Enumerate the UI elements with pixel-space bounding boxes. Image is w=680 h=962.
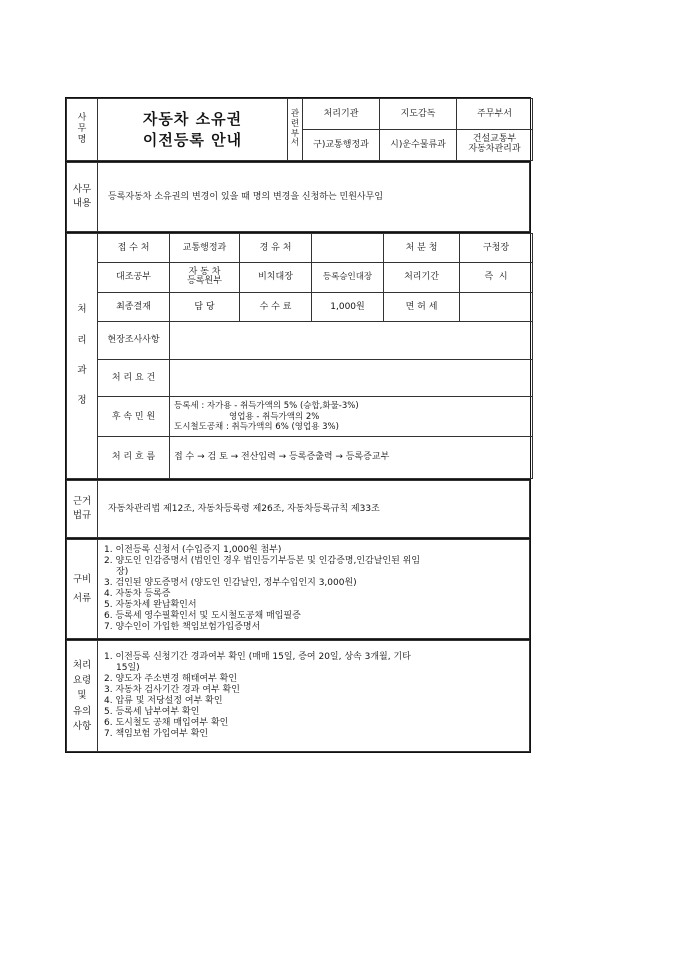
- follow-up-label: 후 속 민 원: [98, 397, 170, 437]
- follow-up-content: [170, 397, 533, 437]
- grid-cell: 등록승인대장: [312, 263, 384, 292]
- flow-content: 접 수 → 검 토 → 전산입력 → 등록증출력 → 등록증교부: [170, 437, 533, 479]
- legal-label: 근거 법규: [67, 481, 98, 538]
- procedure-item: 4. 압류 및 저당설정 여부 확인: [104, 696, 223, 706]
- procedure-item: 15일): [116, 663, 140, 674]
- document-item: 7. 양수인이 가입한 책임보험가입증명서: [104, 621, 261, 632]
- procedure-section: [65, 639, 531, 753]
- grid-cell: 담 당: [170, 292, 240, 321]
- grid-cell: 최종결재: [98, 292, 170, 321]
- grid-cell: 처리기간: [384, 263, 460, 292]
- guide-document: [65, 97, 531, 753]
- header-label: [67, 99, 98, 161]
- header-label-char: 사: [77, 112, 87, 123]
- procedure-label-line: 유의: [72, 705, 92, 717]
- grid-cell: 대조공부: [98, 263, 170, 292]
- document-item: 5. 자동차세 완납확인서: [104, 599, 197, 610]
- grid-cell: 접 수 처: [98, 234, 170, 263]
- grid-cell: 면 허 세: [384, 292, 460, 321]
- grid-cell: 수 수 료: [240, 292, 312, 321]
- procedure-item: 5. 등록세 납부여부 확인: [104, 706, 200, 717]
- affairs-content: 등록자동차 소유권의 변경이 있을 때 명의 변경을 신청하는 민원사무임: [98, 163, 530, 232]
- grid-cell: 자 동 차 등록원부: [170, 263, 240, 292]
- process-side-char: 리: [77, 334, 87, 346]
- related-char: 련: [290, 118, 300, 129]
- document-item: 4. 자동차 등록증: [104, 589, 171, 599]
- documents-list: [98, 540, 530, 639]
- requirements-value: [170, 359, 533, 397]
- grid-cell: 교통행정과: [170, 234, 240, 263]
- document-item: 3. 검인된 양도증명서 (양도인 인감날인, 정부수입인지 3,000원): [104, 578, 357, 589]
- procedure-item: 1. 이전등록 신청기간 경과여부 확인 (매매 15일, 증여 20일, 상속 3개월, 기타: [104, 652, 411, 663]
- process-side-char: 처: [77, 304, 87, 316]
- grid-cell: 비치대장: [240, 263, 312, 292]
- related-char: 관: [290, 108, 300, 119]
- dept-value-supervision: 시)운수물류과: [380, 130, 457, 161]
- follow-up-line: 도시철도공채 : 취득가액의 6% (영업용 3%): [174, 421, 339, 432]
- documents-section: [65, 538, 531, 639]
- dept-value-processing: 구)교통행정과: [303, 130, 380, 161]
- process-side-char: 과: [77, 365, 87, 376]
- procedure-item: 6. 도시철도 공채 매입여부 확인: [104, 717, 229, 728]
- grid-cell: 구청장: [460, 234, 533, 263]
- flow-label: 처 리 흐 름: [98, 437, 170, 479]
- page-title-line: 이전등록 안내: [142, 130, 243, 149]
- follow-up-line: 영업용 - 취득가액의 2%: [229, 411, 320, 422]
- procedure-list: [98, 641, 530, 752]
- procedure-item: 2. 양도자 주소변경 해태여부 확인: [104, 674, 238, 685]
- document-item: 1. 이전등록 신청서 (수입증지 1,000원 첨부): [104, 545, 282, 556]
- header-section: [65, 97, 531, 161]
- legal-section: [65, 479, 531, 538]
- procedure-label: [67, 641, 98, 752]
- grid-cell: [460, 292, 533, 321]
- dept-header-processing: 처리기관: [303, 99, 380, 130]
- procedure-item: 3. 자동차 검사기간 경과 여부 확인: [104, 685, 240, 696]
- procedure-label-line: 처리: [72, 660, 92, 672]
- page-title-line: 자동차 소유권: [142, 110, 243, 129]
- document-item: 6. 등록세 영수필확인서 및 도시철도공채 매입필증: [104, 610, 301, 621]
- grid-cell: 경 유 처: [240, 234, 312, 263]
- process-side-char: 정: [77, 395, 87, 407]
- related-dept-label: [288, 99, 303, 161]
- procedure-label-line: 및: [77, 690, 87, 702]
- site-survey-value: [170, 321, 533, 359]
- process-section: [65, 232, 531, 479]
- related-char: 서: [290, 138, 300, 149]
- affairs-label: 사무 내용: [67, 163, 98, 232]
- follow-up-line: 등록세 : 자가용 - 취득가액의 5% (승합,화물-3%): [174, 401, 359, 412]
- header-label-char: 무: [77, 123, 87, 134]
- requirements-label: 처 리 요 건: [98, 359, 170, 397]
- dept-value-main: 건설교통부 자동차관리과: [457, 130, 533, 161]
- related-char: 부: [290, 128, 300, 139]
- grid-cell: 1,000원: [312, 292, 384, 321]
- grid-cell: 즉 시: [460, 263, 533, 292]
- dept-header-main: 주무부서: [457, 99, 533, 130]
- procedure-label-line: 요령: [72, 675, 92, 687]
- site-survey-label: 현장조사사항: [98, 321, 170, 359]
- document-item: 장): [116, 567, 129, 578]
- grid-cell: [312, 234, 384, 263]
- procedure-item: 7. 책임보험 가입여부 확인: [104, 728, 209, 739]
- procedure-label-line: 사항: [72, 720, 92, 732]
- grid-cell: 처 분 청: [384, 234, 460, 263]
- dept-header-supervision: 지도감독: [380, 99, 457, 130]
- documents-label: 구비 서류: [67, 540, 98, 639]
- header-label-char: 명: [77, 135, 87, 146]
- legal-content: 자동차관리법 제12조, 자동차등록령 제26조, 자동차등록규칙 제33조: [98, 481, 530, 538]
- document-item: 2. 양도인 인감증명서 (법인인 경우 법인등기부등본 및 인감증명,인감날인된 위임: [104, 556, 421, 567]
- page-title: [98, 99, 288, 161]
- process-side-label: [67, 234, 98, 479]
- affairs-section: [65, 161, 531, 232]
